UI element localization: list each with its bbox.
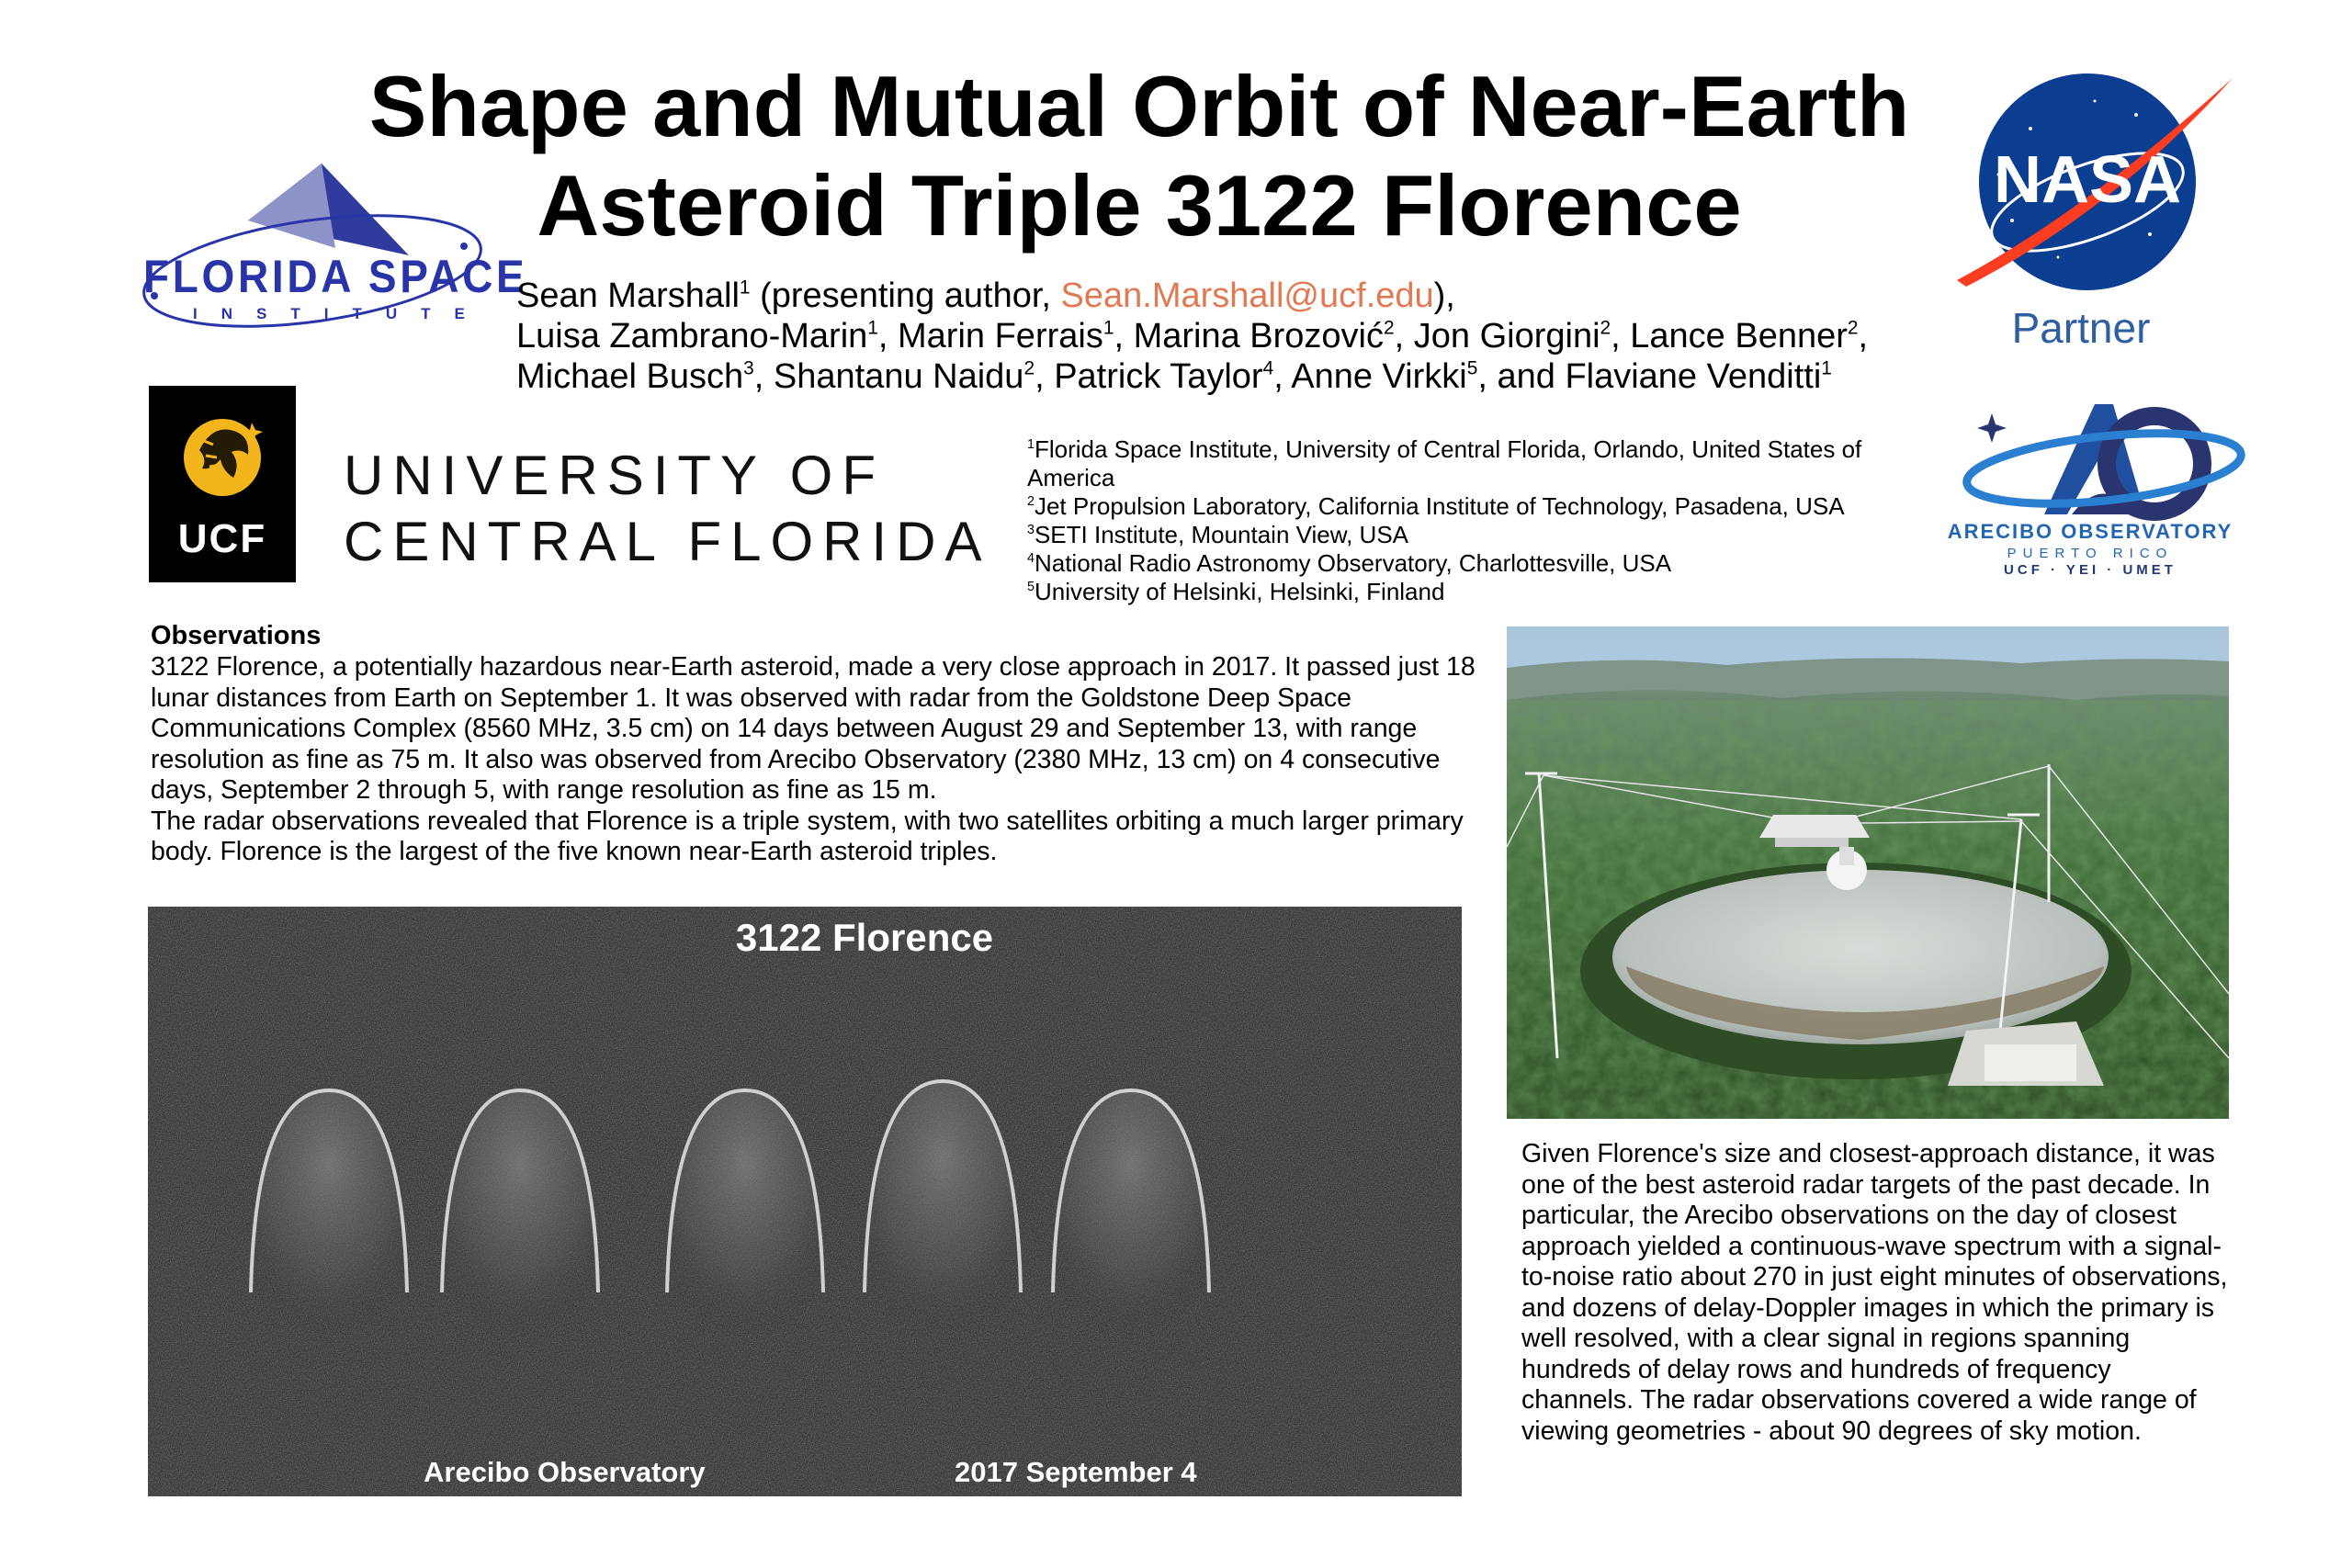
- author-affiliation-sup: 2: [1600, 317, 1611, 339]
- author-name: Michael Busch: [516, 357, 744, 396]
- affiliation-item: [1027, 578, 1946, 606]
- author-separator: ,: [1858, 317, 1869, 355]
- observations-paragraph-2: The radar observations revealed that Florence is a triple system, with two satellites orbiting a much larger primary body. Florence is the largest of the five known near-Earth asteroid triples.: [151, 806, 1464, 866]
- title-line-1: Shape and Mutual Orbit of Near-Earth: [368, 58, 1910, 154]
- ucf-wordmark-line-2: CENTRAL FLORIDA: [344, 511, 991, 572]
- ucf-abbreviation: UCF: [177, 516, 267, 561]
- author-separator: ,: [1611, 317, 1631, 355]
- author-affiliation-sup: 2: [1847, 317, 1859, 339]
- title-line-2: Asteroid Triple 3122 Florence: [537, 157, 1742, 254]
- author-affiliation-sup: 3: [743, 357, 754, 379]
- author-list: [516, 276, 1950, 397]
- fsi-logo-subtitle: INSTITUTE: [193, 305, 489, 322]
- arecibo-logo-name: ARECIBO OBSERVATORY: [1947, 520, 2233, 543]
- radar-target-summary: Given Florence's size and closest-approach distance, it was one of the best asteroid radar targets of the past decade. In particular, the Arecibo observations on the day of closest approach yielded a continuous-wave spectrum with a signal-to-noise ratio about 270 in just eight minutes of observations, and dozens of delay-Doppler images in which the primary is well resolved, with a clear signal in regions spanning hundreds of delay rows and hundreds of frequency channels. The radar observations covered a wide range of viewing geometries - about 90 degrees of sky motion.: [1521, 1139, 2228, 1446]
- observations-heading: Observations: [151, 621, 322, 650]
- author-affiliation-sup: 1: [867, 317, 878, 339]
- arecibo-observatory-logo: [1957, 377, 2251, 533]
- author-name: Jon Giorgini: [1413, 317, 1600, 355]
- affiliation-number: 5: [1027, 580, 1035, 594]
- author-affiliation-sup: 4: [1262, 357, 1274, 379]
- author-line-1: [516, 276, 1950, 316]
- affiliation-number: 1: [1027, 437, 1035, 452]
- author-name: Anne Virkki: [1291, 357, 1467, 396]
- affiliation-item: [1027, 521, 1946, 549]
- radar-image-credit: Arecibo Observatory: [424, 1456, 706, 1488]
- author-name: Marin Ferrais: [898, 317, 1103, 355]
- author-separator: ,: [753, 357, 774, 396]
- author-name: Patrick Taylor: [1054, 357, 1263, 396]
- affiliation-item: [1027, 492, 1946, 521]
- poster-title: [312, 57, 1966, 255]
- author-separator: ,: [877, 317, 899, 355]
- observations-paragraph-1: 3122 Florence, a potentially hazardous near-Earth asteroid, made a very close approach in 2017. It passed just 18 lunar distances from Earth on September 1. It was observed with radar from the Goldstone Deep Space Communications Complex (8560 MHz, 3.5 cm) on 14 days between August 29 and September 13, with range resolution as fine as 75 m. It also was observed from Arecibo Observatory (2380 MHz, 13 cm) on 4 consecutive days, September 2 through 5, with range resolution as fine as 15 m.: [151, 652, 1476, 805]
- ucf-wordmark-line-1: UNIVERSITY OF: [344, 445, 885, 506]
- affiliation-number: 3: [1027, 523, 1035, 537]
- author-affiliation-sup: 1: [1821, 357, 1832, 379]
- author-affiliation-sup: 2: [1384, 317, 1395, 339]
- affiliation-text: University of Helsinki, Helsinki, Finland: [1034, 578, 1445, 605]
- radar-image-date: 2017 September 4: [955, 1456, 1197, 1488]
- author-line-3: [516, 356, 1950, 397]
- author-note: (presenting author,: [750, 276, 1061, 315]
- author-note-end: ),: [1433, 276, 1455, 315]
- author-name: Marina Brozović: [1133, 317, 1384, 355]
- author-separator: ,: [1394, 317, 1414, 355]
- author-separator: ,: [1114, 317, 1134, 355]
- author-name: Sean Marshall: [516, 276, 740, 315]
- affiliation-list: [1027, 435, 1946, 606]
- author-name: Luisa Zambrano-Marin: [516, 317, 868, 355]
- author-line-2: [516, 316, 1950, 356]
- author-affiliation-sup: 2: [1023, 357, 1035, 379]
- affiliation-text: National Radio Astronomy Observatory, Charlottesville, USA: [1034, 549, 1672, 577]
- nasa-wordmark: NASA: [1993, 143, 2182, 217]
- author-separator: ,: [1035, 357, 1055, 396]
- affiliation-text: Florida Space Institute, University of Central Florida, Orlando, United States of America: [1027, 435, 1862, 491]
- author-separator: , and: [1477, 357, 1566, 396]
- arecibo-logo-location: PUERTO RICO: [2007, 546, 2174, 561]
- pegasus-icon: [149, 386, 296, 514]
- author-affiliation-sup: 5: [1466, 357, 1478, 379]
- ucf-wordmark: [344, 443, 991, 575]
- radar-image-florence: [148, 907, 1462, 1496]
- fsi-logo-name: FLORIDA SPACE: [143, 251, 528, 302]
- affiliation-text: Jet Propulsion Laboratory, California Institute of Technology, Pasadena, USA: [1034, 492, 1845, 520]
- author-affiliation-sup: 1: [739, 276, 751, 299]
- author-email-link[interactable]: Sean.Marshall@ucf.edu: [1060, 276, 1434, 315]
- author-name: Lance Benner: [1630, 317, 1848, 355]
- arecibo-telescope-photo: [1507, 626, 2229, 1119]
- author-name: Flaviane Venditti: [1565, 357, 1822, 396]
- arecibo-logo-partners: UCF · YEI · UMET: [2004, 562, 2177, 578]
- affiliation-number: 2: [1027, 494, 1035, 509]
- affiliation-number: 4: [1027, 551, 1035, 566]
- author-affiliation-sup: 1: [1102, 317, 1114, 339]
- author-name: Shantanu Naidu: [773, 357, 1024, 396]
- radar-image-title: 3122 Florence: [735, 916, 994, 959]
- affiliation-text: SETI Institute, Mountain View, USA: [1034, 521, 1409, 548]
- author-separator: ,: [1273, 357, 1292, 396]
- radar-delay-doppler-images: [148, 907, 1462, 1496]
- nasa-partner-label: Partner: [2011, 304, 2151, 352]
- affiliation-item: [1027, 549, 1946, 578]
- nasa-logo: [1957, 73, 2233, 294]
- affiliation-item: [1027, 435, 1946, 492]
- observations-body: [151, 652, 1483, 868]
